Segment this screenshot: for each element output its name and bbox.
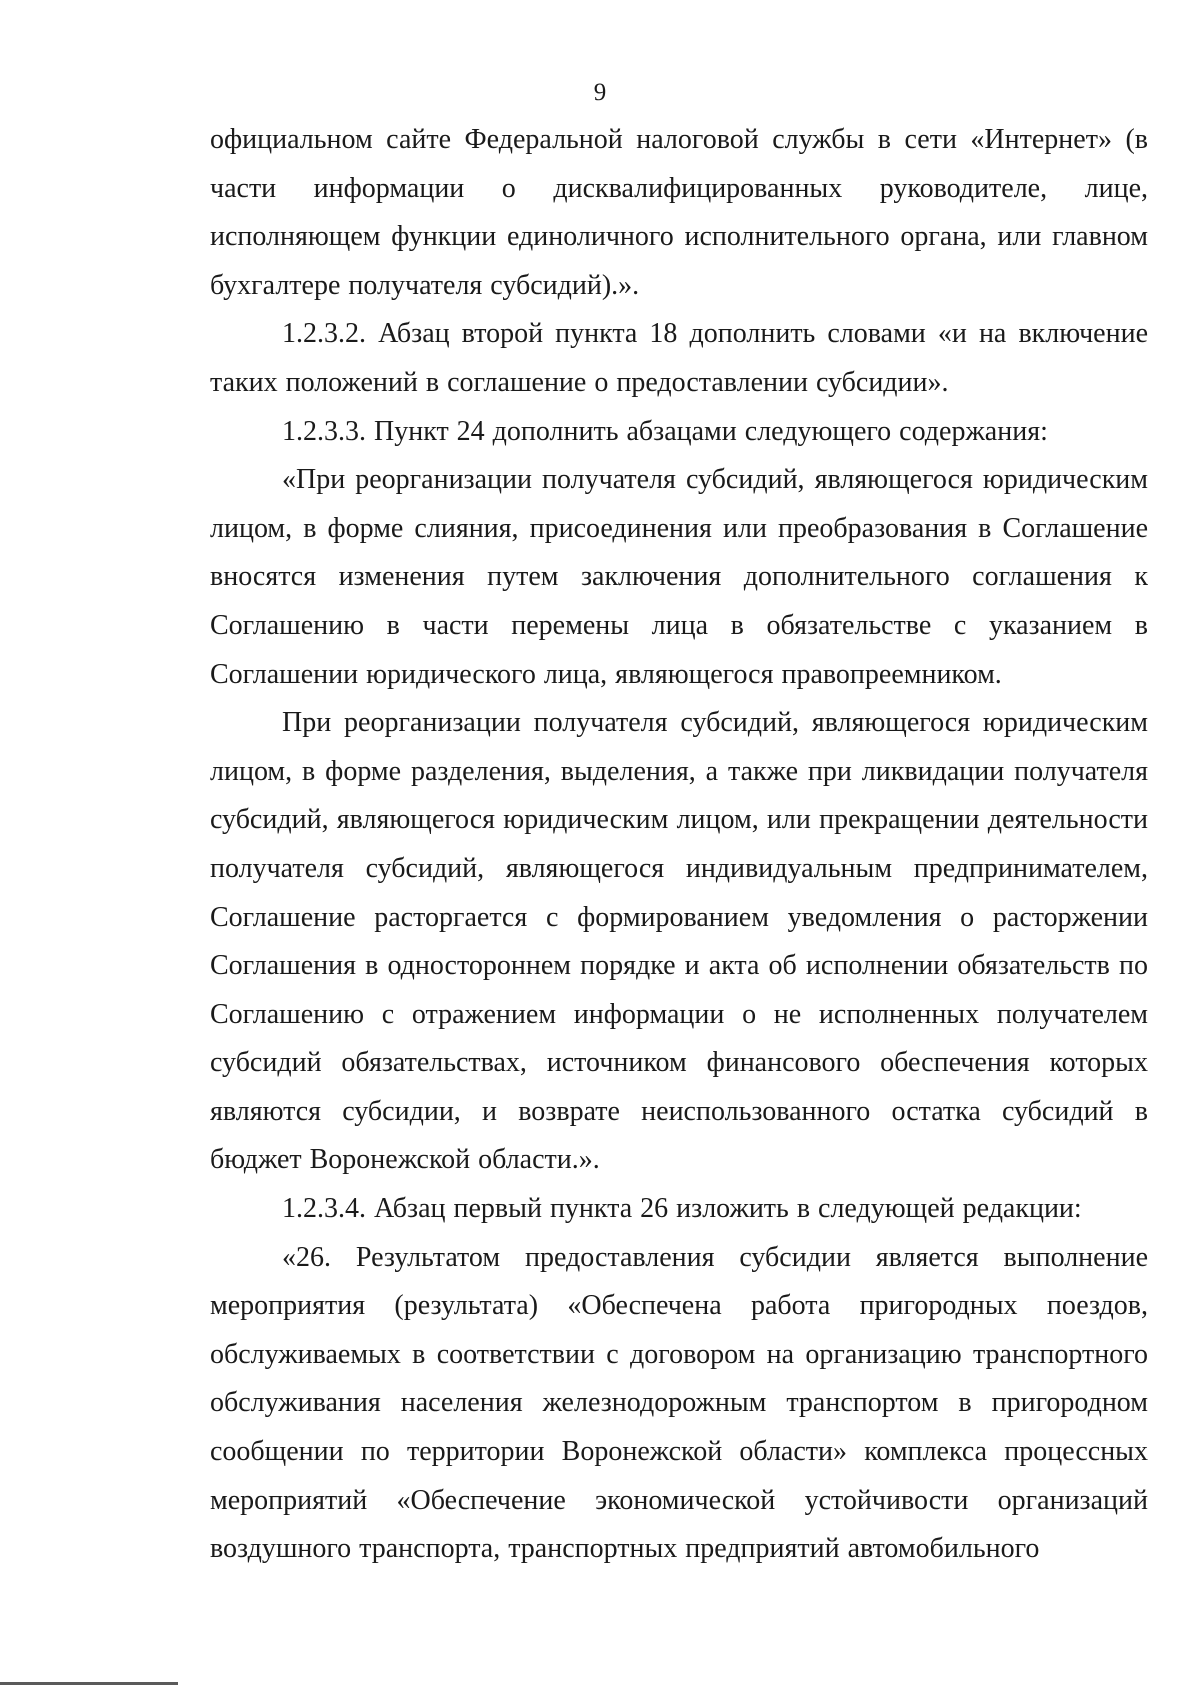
footer-divider — [0, 1682, 178, 1685]
paragraph-5: При реорганизации получателя субсидий, являющегося юридическим лицом, в форме разделения, выделения, а также при ликвидации получателя субсидий, являющегося юридическим лицом, или прекращении деятельности получателя субсидий, являющегося индивидуальным предпринимателем, Соглашение расторгается с формированием уведомления о расторжении Соглашения в одностороннем порядке и акта об исполнении обязательств по Соглашению с отражением информации о не исполненных получателем субсидий обязательствах, источником финансового обеспечения которых являются субсидии, и возврате неиспользованного остатка субсидий в бюджет Воронежской области.». — [210, 707, 1148, 1176]
document-body — [210, 116, 1148, 1574]
page-number: 9 — [593, 79, 607, 106]
paragraph-6: 1.2.3.4. Абзац первый пункта 26 изложить в следующей редакции: — [282, 1193, 1082, 1225]
paragraph-1: официальном сайте Федеральной налоговой службы в сети «Интернет» (в части информации о дисквалифицированных руководителе, лице, исполняющем функции единоличного исполнительного органа, или главном бухгалтере получателя субсидий).». — [210, 124, 1148, 301]
paragraph-3: 1.2.3.3. Пункт 24 дополнить абзацами следующего содержания: — [282, 415, 1048, 447]
paragraph-4: «При реорганизации получателя субсидий, являющегося юридическим лицом, в форме слияния, присоединения или преобразования в Соглашение вносятся изменения путем заключения дополнительного соглашения к Соглашению в части перемены лица в обязательстве с указанием в Соглашении юридического лица, являющегося правопреемником. — [210, 464, 1148, 690]
paragraph-7: «26. Результатом предоставления субсидии является выполнение мероприятия (результата) «Обеспечена работа пригородных поездов, обслуживаемых в соответствии с договором на организацию транспортного обслуживания населения железнодорожным транспортом в пригородном сообщении по территории Воронежской области» комплекса процессных мероприятий «Обеспечение экономической устойчивости организаций воздушного транспорта, транспортных предприятий автомобильного — [210, 1241, 1148, 1565]
paragraph-2: 1.2.3.2. Абзац второй пункта 18 дополнить словами «и на включение таких положений в соглашение о предоставлении субсидии». — [210, 318, 1148, 398]
